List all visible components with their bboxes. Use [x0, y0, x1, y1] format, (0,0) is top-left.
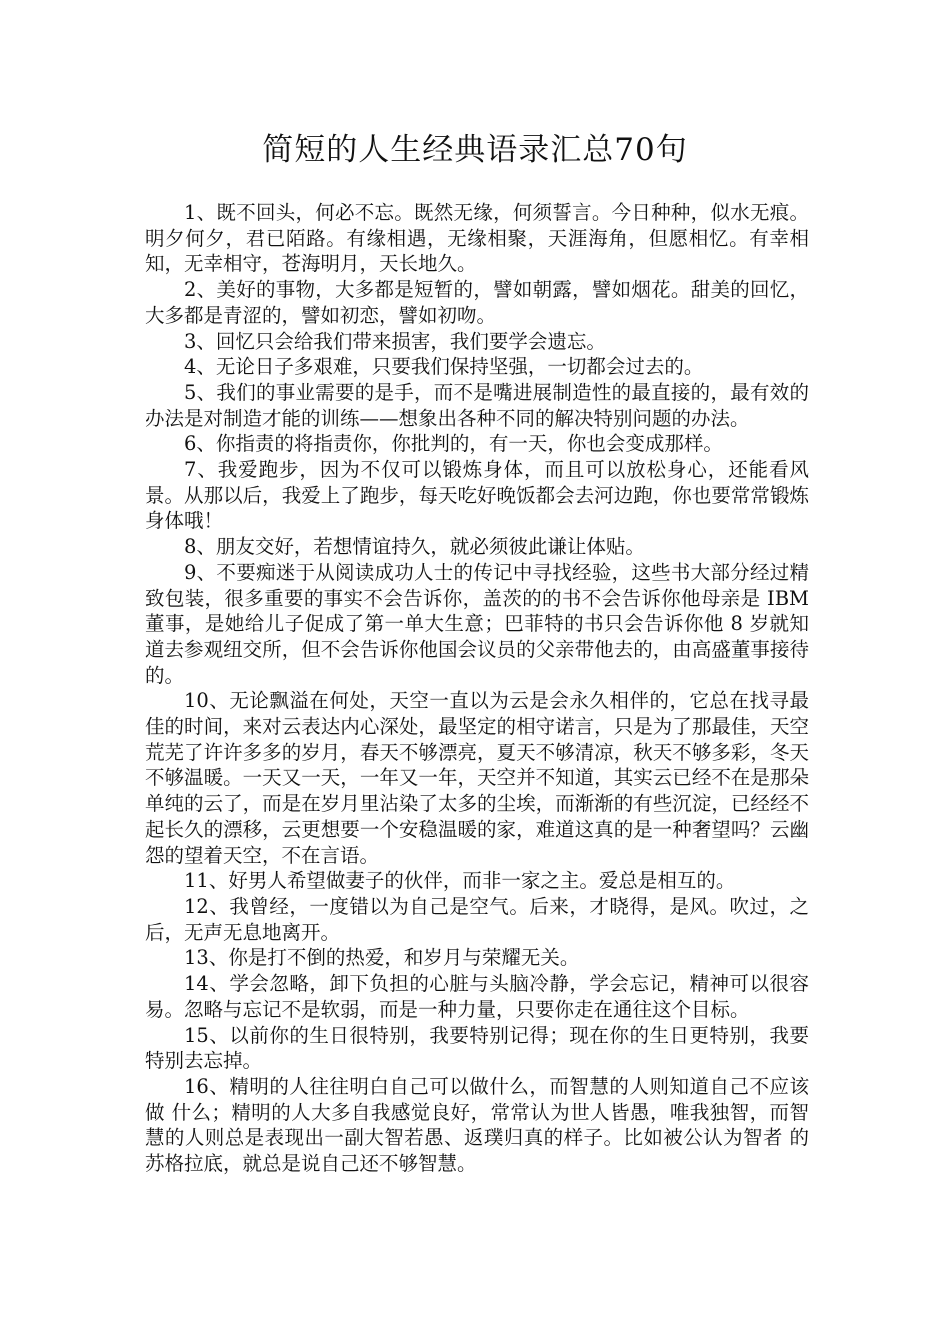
document-title: 简短的人生经典语录汇总70句	[262, 132, 688, 168]
quote-paragraph: 16、精明的人往往明白自己可以做什么，而智慧的人则知道自己不应该做 什么；精明的人大多自我感觉良好，常常认为世人皆愚，唯我独智，而智 慧的人则总是表现出一副大智若愚、返璞归真的样子。比如被公认为智者 的苏格拉底，就总是说自己还不够智慧。	[145, 1074, 809, 1176]
quote-paragraph: 14、学会忽略，卸下负担的心脏与头脑冷静，学会忘记，精神可以很容易。忽略与忘记不是软弱，而是一种力量，只要你走在通往这个目标。	[145, 972, 809, 1021]
quote-paragraph: 8、朋友交好，若想情谊持久，就必须彼此谦让体贴。	[184, 535, 645, 559]
quote-paragraph: 6、你指责的将指责你，你批判的，有一天，你也会变成那样。	[184, 432, 723, 456]
quote-paragraph: 4、无论日子多艰难，只要我们保持坚强，一切都会过去的。	[184, 355, 704, 379]
quote-paragraph: 12、我曾经，一度错以为自己是空气。后来，才晓得，是风。吹过，之后，无声无息地离开。	[145, 894, 809, 944]
quote-paragraph: 11、好男人希望做妻子的伙伴，而非一家之主。爱总是相互的。	[184, 869, 736, 893]
quote-paragraph: 10、无论飘溢在何处，天空一直以为云是会永久相伴的，它总在找寻最佳的时间，来对云表达内心深处，最坚定的相守诺言，只是为了那最佳，天空荒芜了许许多多的岁月，春天不够漂亮，夏天不够清凉，秋天不够多彩，冬天不够温暖。一天又一天，一年又一年，天空并不知道，其实云已经不在是那朵单纯的云了，而是在岁月里沾染了太多的尘埃，而渐渐的有些沉淀，已经经不起长久的漂移，云更想要一个安稳温暖的家，难道这真的是一种奢望吗？云幽怨的望着天空，不在言语。	[145, 689, 809, 867]
quote-paragraph: 9、不要痴迷于从阅读成功人士的传记中寻找经验，这些书大部分经过精致包装，很多重要的事实不会告诉你，盖茨的的书不会告诉你他母亲是 IBM 董事，是她给儿子促成了第一单大生意；巴菲特的书只会告诉你他 8 岁就知道去参观纽交所，但不会告诉你他国会议员的父亲带他去的，由高盛董事接待的。	[145, 560, 809, 687]
quote-paragraph: 2、美好的事物，大多都是短暂的，譬如朝露，譬如烟花。甜美的回忆，大多都是青涩的，譬如初恋，譬如初吻。	[145, 278, 809, 327]
quote-paragraph: 13、你是打不倒的热爱，和岁月与荣耀无关。	[184, 946, 580, 970]
quote-paragraph: 7、我爱跑步，因为不仅可以锻炼身体，而且可以放松身心，还能看风景。从那以后，我爱上了跑步，每天吃好晚饭都会去河边跑，你也要常常锻炼身体哦！	[145, 458, 809, 533]
document-body	[145, 200, 809, 1177]
quote-paragraph: 1、既不回头，何必不忘。既然无缘，何须誓言。今日种种，似水无痕。明夕何夕，君已陌路。有缘相遇，无缘相聚，天涯海角，但愿相忆。有幸相知，无幸相守，苍海明月，天长地久。	[145, 201, 809, 276]
quote-paragraph: 15、以前你的生日很特别，我要特别记得；现在你的生日更特别，我要特别去忘掉。	[145, 1023, 809, 1073]
quote-paragraph: 3、回忆只会给我们带来损害，我们要学会遗忘。	[184, 329, 606, 353]
quote-paragraph: 5、我们的事业需要的是手，而不是嘴进展制造性的最直接的，最有效的办法是对制造才能的训练——想象出各种不同的解决特别问题的办法。	[145, 380, 809, 430]
